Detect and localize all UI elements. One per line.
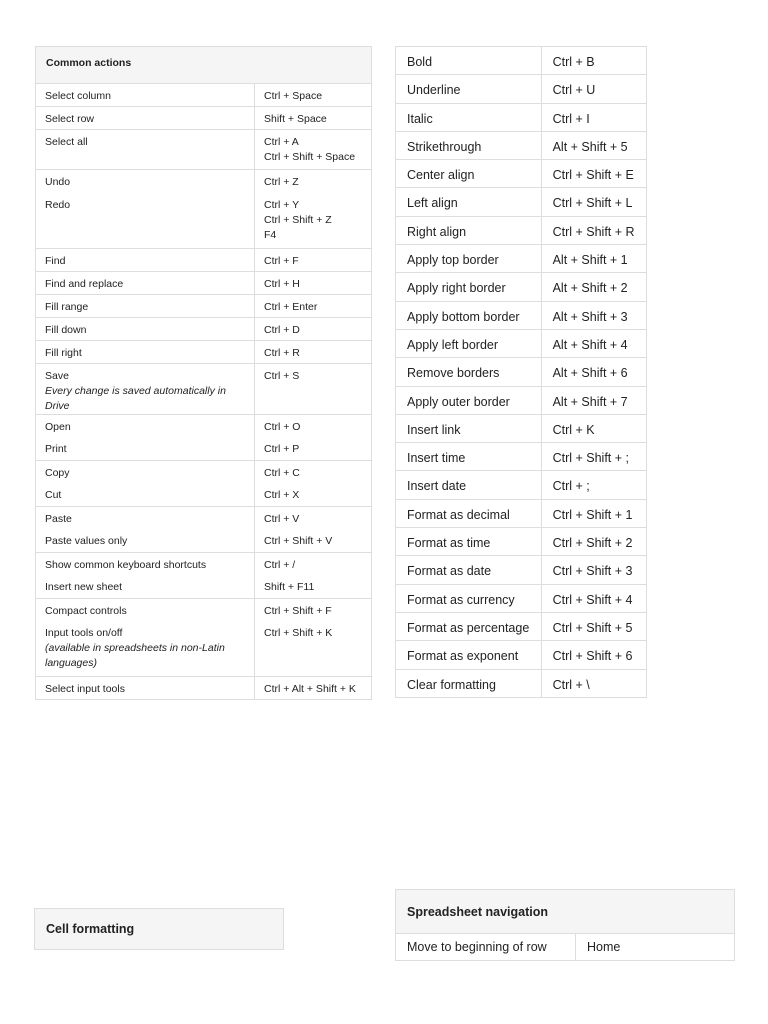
action-cell: Undo: [36, 170, 255, 193]
action-cell: Fill range: [36, 294, 255, 317]
table-row: [396, 528, 647, 556]
table-row: [36, 437, 372, 460]
shortcut-cell: Alt + Shift + 1: [541, 245, 646, 273]
table-row: [396, 358, 647, 386]
shortcut-cell: Ctrl + Shift + 5: [541, 612, 646, 640]
action-cell: Apply outer border: [396, 386, 542, 414]
shortcut-cell: Ctrl + Shift + 6: [541, 641, 646, 669]
action-cell: Print: [36, 437, 255, 460]
shortcut-cell: [255, 193, 372, 249]
table-row: [36, 317, 372, 340]
action-cell: Paste values only: [36, 529, 255, 552]
table-row: [36, 483, 372, 506]
action-cell: Show common keyboard shortcuts: [36, 552, 255, 575]
common-actions-table: [35, 46, 372, 700]
shortcut-cell: Ctrl + X: [255, 483, 372, 506]
action-note: Every change is saved automatically in Drive: [45, 384, 226, 412]
action-cell: Fill right: [36, 340, 255, 363]
action-cell: Apply top border: [396, 245, 542, 273]
table-row: [36, 193, 372, 249]
shortcut-cell: Ctrl + Shift + F: [255, 598, 372, 621]
action-cell: Find: [36, 248, 255, 271]
table-row: [36, 598, 372, 621]
table-row: [396, 103, 647, 131]
shortcut-cell: Ctrl + Z: [255, 170, 372, 193]
table-row: [396, 669, 647, 697]
shortcut-cell: [255, 130, 372, 170]
shortcut-cell: Ctrl + B: [541, 47, 646, 75]
table-row: [396, 188, 647, 216]
shortcut-cell: Ctrl + Shift + 2: [541, 528, 646, 556]
action-cell: Cut: [36, 483, 255, 506]
shortcut-cell: Alt + Shift + 4: [541, 329, 646, 357]
shortcut-cell: Ctrl + Shift + E: [541, 160, 646, 188]
action-cell: Insert time: [396, 443, 542, 471]
shortcut-cell: Ctrl + Enter: [255, 294, 372, 317]
action-cell: Compact controls: [36, 598, 255, 621]
action-cell: Select all: [36, 130, 255, 170]
action-cell: Select column: [36, 84, 255, 107]
table-row: [396, 499, 647, 527]
action-cell: [36, 621, 255, 677]
shortcut-cell: Ctrl + F: [255, 248, 372, 271]
shortcut-cell: Home: [576, 934, 735, 961]
shortcut-cell: Ctrl + /: [255, 552, 372, 575]
table-row: [396, 443, 647, 471]
action-cell: Format as percentage: [396, 612, 542, 640]
action-cell: Left align: [396, 188, 542, 216]
action-cell: Clear formatting: [396, 669, 542, 697]
table-row: [396, 641, 647, 669]
formatting-shortcuts-table: [395, 46, 647, 698]
table-row: [396, 47, 647, 75]
action-cell: Insert date: [396, 471, 542, 499]
table-row: [396, 612, 647, 640]
action-cell: Copy: [36, 460, 255, 483]
shortcut-cell: Ctrl + U: [541, 75, 646, 103]
shortcut-cell: Ctrl + O: [255, 414, 372, 437]
table-row: [396, 584, 647, 612]
navigation-title: Spreadsheet navigation: [396, 890, 735, 934]
table-row: [396, 329, 647, 357]
action-cell: Fill down: [36, 317, 255, 340]
table-row: [396, 131, 647, 159]
shortcut-line: F4: [264, 228, 277, 241]
action-cell: Italic: [396, 103, 542, 131]
table-row: [36, 677, 372, 700]
action-cell: Format as exponent: [396, 641, 542, 669]
shortcut-cell: Ctrl + Shift + K: [255, 621, 372, 677]
shortcut-cell: Alt + Shift + 5: [541, 131, 646, 159]
shortcut-cell: Ctrl + Shift + 3: [541, 556, 646, 584]
action-cell: Format as decimal: [396, 499, 542, 527]
shortcut-cell: Alt + Shift + 3: [541, 301, 646, 329]
action-cell: Redo: [36, 193, 255, 249]
table-row: [396, 556, 647, 584]
shortcut-cell: Ctrl + R: [255, 340, 372, 363]
action-cell: Format as date: [396, 556, 542, 584]
shortcut-cell: Ctrl + Space: [255, 84, 372, 107]
shortcut-line: Ctrl + A: [264, 136, 299, 148]
table-row: [36, 340, 372, 363]
shortcut-cell: Ctrl + Alt + Shift + K: [255, 677, 372, 700]
table-row: [396, 471, 647, 499]
shortcut-cell: Ctrl + Shift + ;: [541, 443, 646, 471]
action-cell: Strikethrough: [396, 131, 542, 159]
action-cell: Move to beginning of row: [396, 934, 576, 961]
shortcut-cell: Shift + F11: [255, 575, 372, 598]
table-row: [396, 216, 647, 244]
shortcut-cell: Alt + Shift + 6: [541, 358, 646, 386]
shortcut-cell: Ctrl + D: [255, 317, 372, 340]
shortcut-line: Ctrl + Shift + Space: [264, 151, 356, 163]
action-cell: Find and replace: [36, 271, 255, 294]
action-cell: Format as currency: [396, 584, 542, 612]
shortcut-cell: Alt + Shift + 2: [541, 273, 646, 301]
table-row: [36, 170, 372, 193]
action-cell: Apply left border: [396, 329, 542, 357]
shortcut-cell: Ctrl + P: [255, 437, 372, 460]
shortcut-cell: Ctrl + S: [255, 363, 372, 414]
table-header-row: [36, 47, 372, 84]
table-row: [36, 621, 372, 677]
table-row: [36, 575, 372, 598]
shortcut-line: Ctrl + Shift + Z: [264, 213, 332, 226]
action-cell: Select input tools: [36, 677, 255, 700]
formatting-shortcuts-body: [396, 47, 647, 698]
table-row: [396, 414, 647, 442]
table-header-row: [396, 890, 735, 934]
shortcut-cell: Ctrl + ;: [541, 471, 646, 499]
action-cell: Select row: [36, 107, 255, 130]
table-row: [36, 552, 372, 575]
table-row: [36, 414, 372, 437]
action-cell: Center align: [396, 160, 542, 188]
action-note: (available in spreadsheets in non-Latin languages): [45, 642, 225, 669]
action-cell: Apply bottom border: [396, 301, 542, 329]
table-row: [36, 460, 372, 483]
shortcut-cell: Ctrl + Shift + R: [541, 216, 646, 244]
action-label: Save: [45, 369, 69, 382]
action-cell: Paste: [36, 506, 255, 529]
shortcut-cell: Ctrl + Shift + 1: [541, 499, 646, 527]
action-cell: Right align: [396, 216, 542, 244]
table-row: [36, 107, 372, 130]
table-row: [36, 506, 372, 529]
table-row: [36, 363, 372, 414]
table-row: [36, 529, 372, 552]
shortcut-cell: Ctrl + Shift + 4: [541, 584, 646, 612]
shortcut-cell: Ctrl + Shift + V: [255, 529, 372, 552]
action-cell: Underline: [396, 75, 542, 103]
table-row: [36, 294, 372, 317]
cell-formatting-header: Cell formatting: [34, 908, 284, 950]
table-row: [396, 75, 647, 103]
action-cell: [36, 363, 255, 414]
table-row: [396, 160, 647, 188]
action-cell: Apply right border: [396, 273, 542, 301]
spreadsheet-navigation-table: [395, 889, 735, 961]
table-row: [36, 271, 372, 294]
action-cell: Open: [36, 414, 255, 437]
shortcut-cell: Ctrl + K: [541, 414, 646, 442]
shortcut-line: Ctrl + Y: [264, 198, 300, 211]
common-actions-title: Common actions: [36, 47, 372, 84]
shortcut-cell: Shift + Space: [255, 107, 372, 130]
action-cell: Insert new sheet: [36, 575, 255, 598]
action-cell: Remove borders: [396, 358, 542, 386]
shortcut-cell: Ctrl + C: [255, 460, 372, 483]
table-row: [396, 301, 647, 329]
shortcut-cell: Ctrl + I: [541, 103, 646, 131]
table-row: [396, 934, 735, 961]
action-cell: Insert link: [396, 414, 542, 442]
action-cell: Bold: [396, 47, 542, 75]
table-row: [36, 130, 372, 170]
table-row: [396, 386, 647, 414]
table-row: [36, 84, 372, 107]
shortcut-cell: Ctrl + V: [255, 506, 372, 529]
shortcut-cell: Ctrl + H: [255, 271, 372, 294]
shortcut-cell: Alt + Shift + 7: [541, 386, 646, 414]
table-row: [396, 273, 647, 301]
action-cell: Format as time: [396, 528, 542, 556]
shortcut-cell: Ctrl + Shift + L: [541, 188, 646, 216]
table-row: [36, 248, 372, 271]
table-row: [396, 245, 647, 273]
action-label: Input tools on/off: [45, 627, 123, 639]
shortcut-cell: Ctrl + \: [541, 669, 646, 697]
